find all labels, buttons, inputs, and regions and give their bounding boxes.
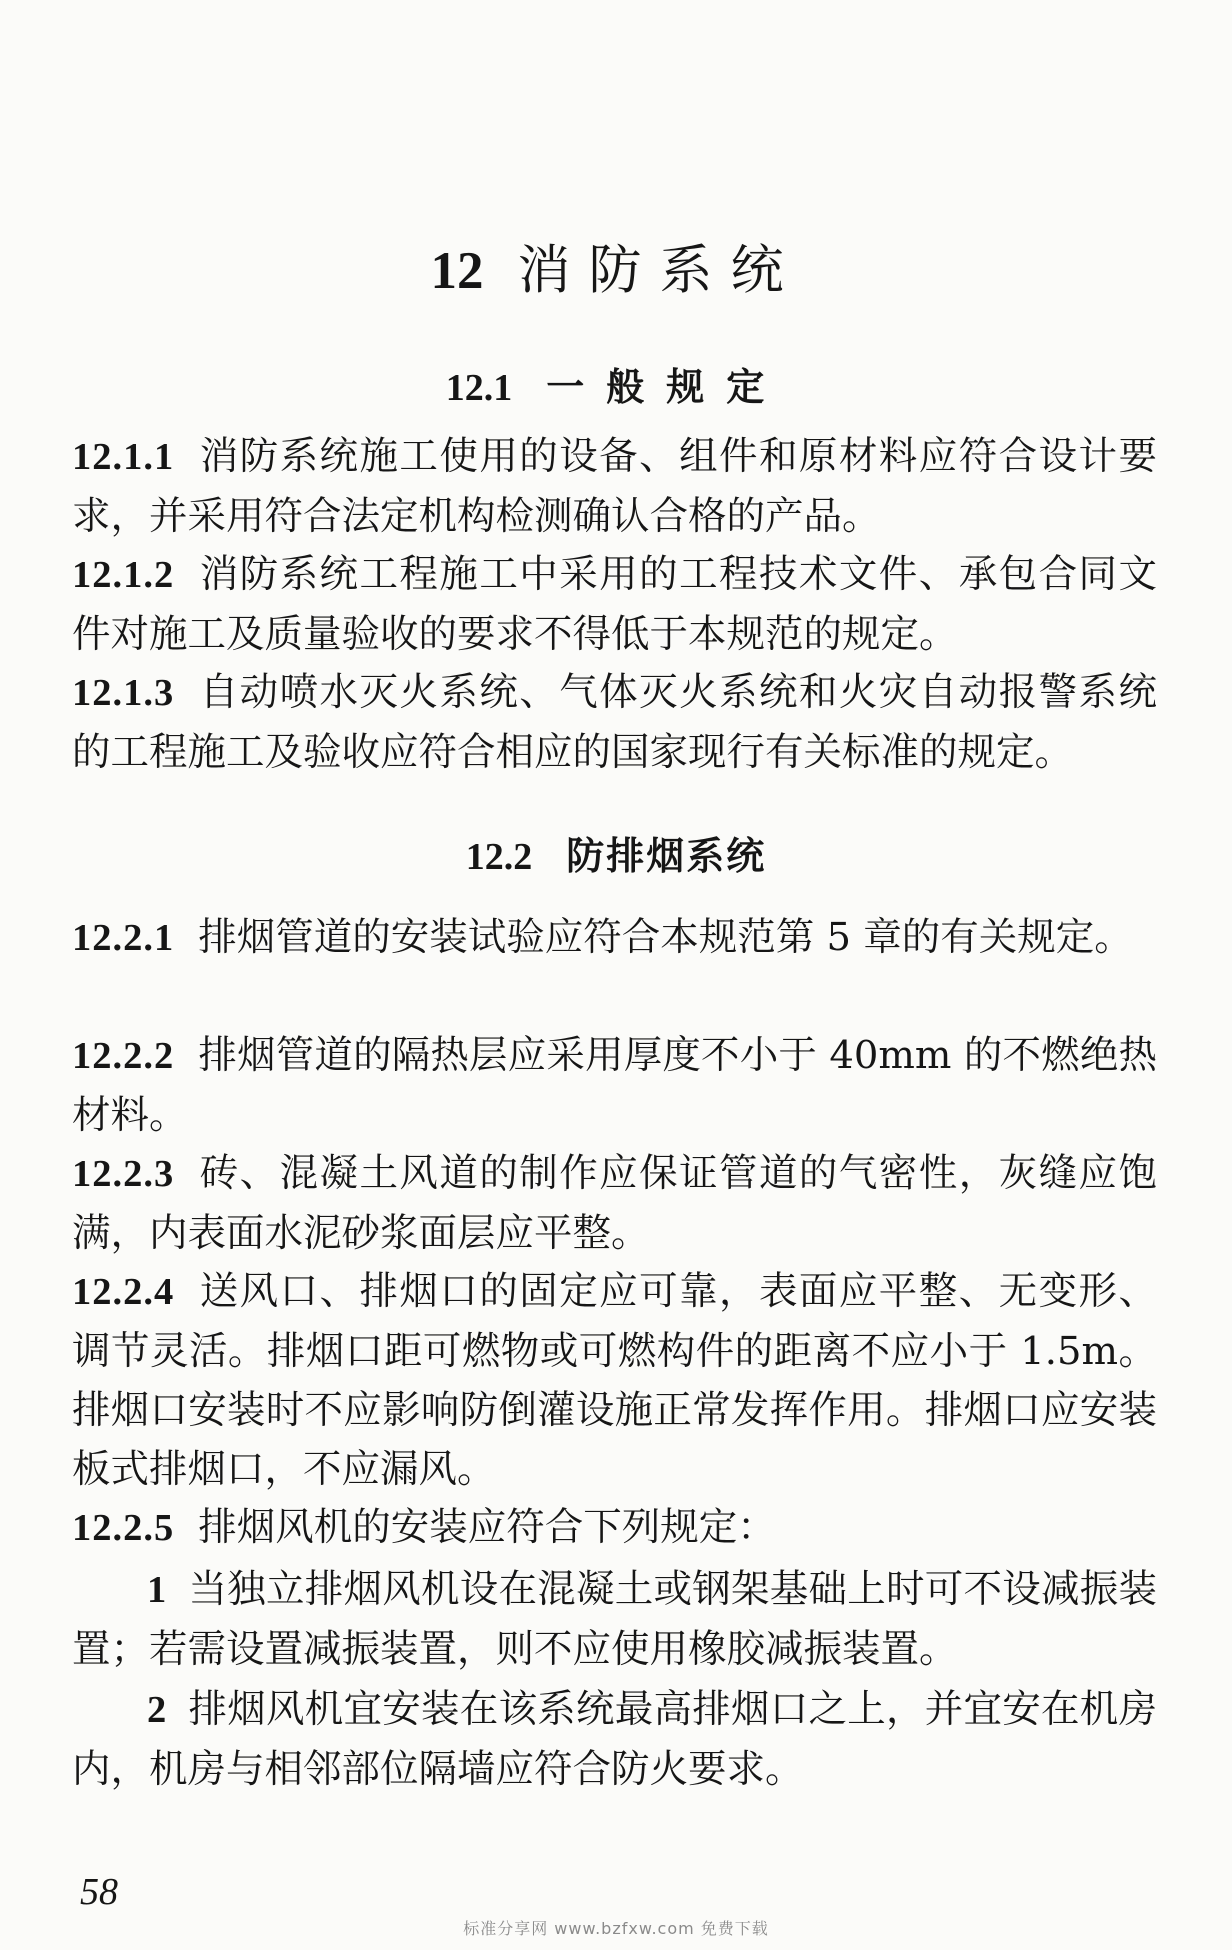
clause-12-1-3 <box>72 663 1157 782</box>
chapter-title-text: 消防系统 <box>517 240 802 301</box>
clause-number: 12.2.4 <box>72 1271 175 1313</box>
clause-number: 12.1.3 <box>72 672 175 714</box>
clause-12-1-2 <box>72 545 1157 664</box>
section-title-12-2 <box>0 825 1232 880</box>
item-text: 排烟风机宜安装在该系统最高排烟口之上，并宜安在机房内，机房与相邻部位隔墙应符合防火要求。 <box>72 1687 1157 1792</box>
clause-number: 12.1.1 <box>72 436 175 478</box>
clause-item-2 <box>72 1680 1157 1799</box>
clause-12-1-1 <box>72 427 1157 546</box>
clause-12-2-2 <box>72 1026 1157 1145</box>
section-number: 12.2 <box>465 836 533 878</box>
clause-text: 自动喷水灭火系统、气体灭火系统和火灾自动报警系统的工程施工及验收应符合相应的国家现行有关标准的规定。 <box>72 670 1157 775</box>
clause-text: 排烟管道的安装试验应符合本规范第 5 章的有关规定。 <box>198 915 1133 960</box>
clause-number: 12.1.2 <box>72 554 175 596</box>
watermark-text: 标准分享网 www.bzfxw.com 免费下载 <box>463 1919 769 1938</box>
clause-12-2-4 <box>72 1262 1157 1499</box>
page-number: 58 <box>80 1871 118 1913</box>
section-title-text: 防排烟系统 <box>566 833 767 878</box>
clause-number: 12.2.3 <box>72 1153 175 1195</box>
clause-text: 消防系统工程施工中采用的工程技术文件、承包合同文件对施工及质量验收的要求不得低于本规范的规定。 <box>72 552 1157 657</box>
clause-text: 送风口、排烟口的固定应可靠，表面应平整、无变形、调节灵活。排烟口距可燃物或可燃构件的距离不应小于 1.5m。排烟口安装时不应影响防倒灌设施正常发挥作用。排烟口应安装板式排烟口，不应漏风。 <box>72 1269 1157 1492</box>
chapter-number: 12 <box>430 242 484 300</box>
clause-text: 排烟管道的隔热层应采用厚度不小于 40mm 的不燃绝热材料。 <box>72 1033 1157 1138</box>
clause-number: 12.2.5 <box>72 1507 175 1549</box>
clause-12-2-3 <box>72 1144 1157 1263</box>
clause-number: 12.2.2 <box>72 1035 175 1077</box>
clause-text: 排烟风机的安装应符合下列规定： <box>198 1505 776 1550</box>
section-title-12-1 <box>0 356 1232 411</box>
item-number: 2 <box>147 1689 167 1731</box>
section-number: 12.1 <box>445 367 513 409</box>
clause-item-1 <box>72 1560 1157 1679</box>
section-title-text: 一般规定 <box>546 364 787 409</box>
item-text: 当独立排烟风机设在混凝土或钢架基础上时可不设减振装置；若需设置减振装置，则不应使用橡胶减振装置。 <box>72 1567 1157 1672</box>
clause-text: 砖、混凝土风道的制作应保证管道的气密性，灰缝应饱满，内表面水泥砂浆面层应平整。 <box>72 1151 1157 1256</box>
chapter-title <box>0 228 1232 304</box>
clause-number: 12.2.1 <box>72 917 175 959</box>
clause-12-2-1 <box>72 908 1157 968</box>
clause-text: 消防系统施工使用的设备、组件和原材料应符合设计要求，并采用符合法定机构检测确认合格的产品。 <box>72 434 1157 539</box>
item-number: 1 <box>147 1569 167 1611</box>
clause-12-2-5 <box>72 1498 1157 1558</box>
